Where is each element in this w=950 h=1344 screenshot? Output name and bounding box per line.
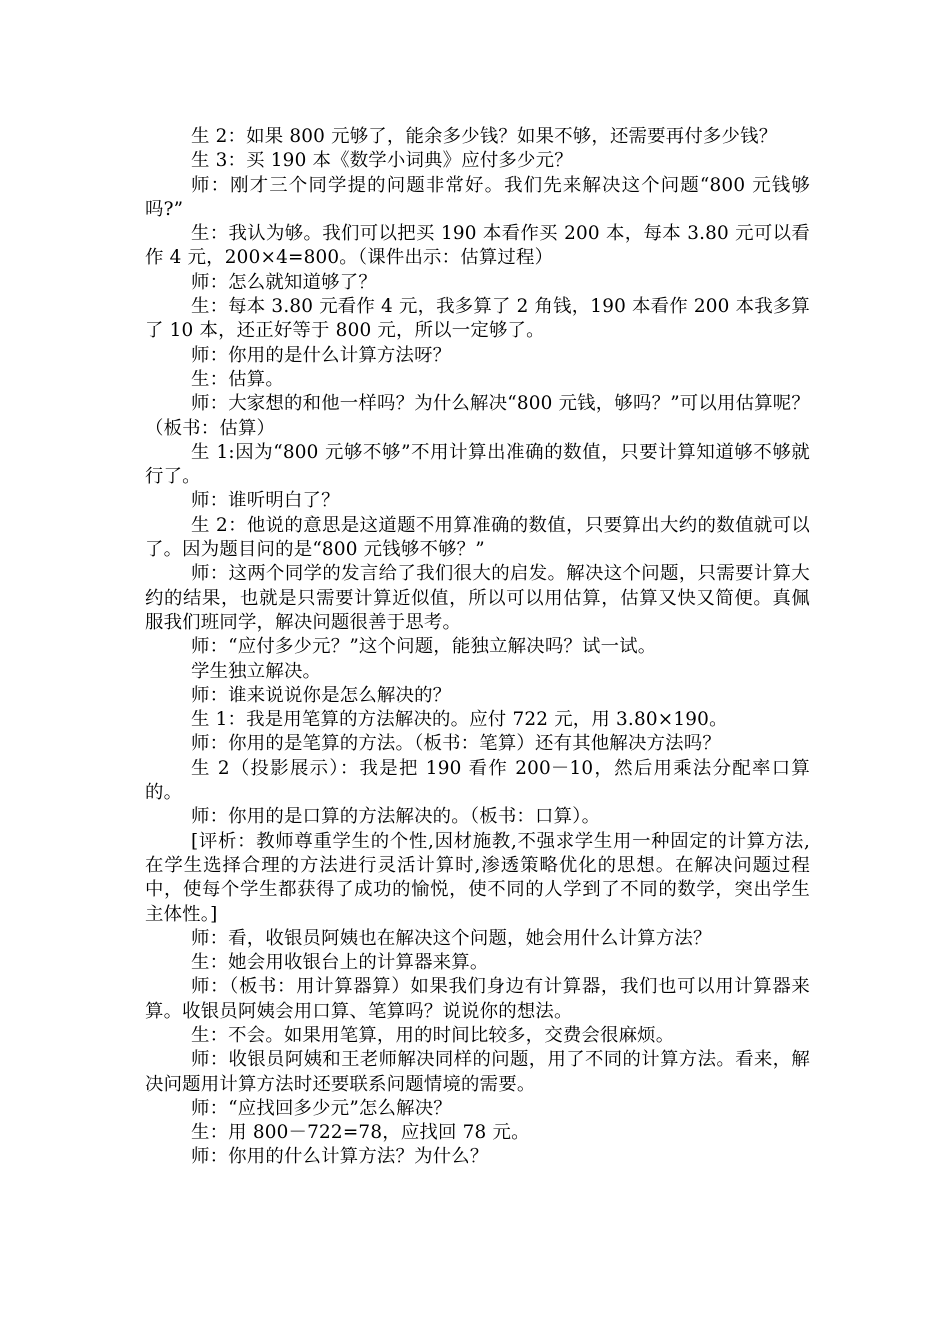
dialogue-paragraph-2: 生 3：买 190 本《数学小词典》应付多少元？: [191, 150, 573, 172]
dialogue-paragraph-16: 师：谁来说说你是怎么解决的？: [191, 684, 452, 706]
dialogue-paragraph-29: 师：你用的什么计算方法？为什么？: [191, 1146, 489, 1168]
dialogue-paragraph-3: 师：刚才三个同学提的问题非常好。我们先来解决这个问题“800 元钱够吗?”: [145, 174, 810, 220]
dialogue-paragraph-19: 生 2（投影展示）：我是把 190 看作 200－10，然后用乘法分配率口算的。: [145, 757, 810, 804]
dialogue-paragraph-25: 生：不会。如果用笔算，用的时间比较多，交费会很麻烦。: [191, 1024, 675, 1046]
dialogue-paragraph-17: 生 1：我是用笔算的方法解决的。应付 722 元，用 3.80×190。: [191, 709, 728, 731]
dialogue-paragraph-18: 师：你用的是笔算的方法。（板书：笔算）还有其他解决方法吗？: [191, 733, 721, 755]
dialogue-paragraph-10: 生 1:因为“800 元够不够”不用计算出准确的数值，只要计算知道够不够就行了。: [145, 441, 810, 488]
dialogue-paragraph-26: 师：收银员阿姨和王老师解决同样的问题，用了不同的计算方法。看来，解决问题用计算方法时还要联系问题情境的需要。: [145, 1049, 810, 1095]
dialogue-paragraph-13: 师：这两个同学的发言给了我们很大的启发。解决这个问题，只需要计算大约的结果，也就是只需要计算近似值，所以可以用估算，估算又快又简便。真佩服我们班同学，解决问题很善于思考。: [145, 563, 810, 633]
dialogue-paragraph-9: 师：大家想的和他一样吗？为什么解决“800 元钱，够吗？”可以用估算呢？（板书：估算）: [145, 393, 810, 439]
dialogue-paragraph-1: 生 2：如果 800 元够了，能余多少钱？如果不够，还需要再付多少钱？: [191, 126, 778, 147]
dialogue-paragraph-4: 生：我认为够。我们可以把买 190 本看作买 200 本，每本 3.80 元可以看作 4 元，200×4=800。（课件出示：估算过程）: [145, 223, 810, 269]
dialogue-paragraph-27: 师：“应找回多少元”怎么解决？: [191, 1097, 452, 1119]
dialogue-paragraph-22: 师：看，收银员阿姨也在解决这个问题，她会用什么计算方法？: [191, 927, 712, 949]
dialogue-paragraph-14: 师：“应付多少元？”这个问题，能独立解决吗？试一试。: [191, 636, 657, 658]
dialogue-paragraph-15: 学生独立解决。: [191, 660, 322, 682]
dialogue-paragraph-12: 生 2：他说的意思是这道题不用算准确的数值，只要算出大约的数值就可以了。因为题目问的是“800 元钱够不够？”: [145, 514, 810, 561]
dialogue-paragraph-5: 师：怎么就知道够了？: [191, 271, 377, 293]
commentary-paragraph: [评析：教师尊重学生的个性,因材施教,不强求学生用一种固定的计算方法,在学生选择合理的方法进行灵活计算时,渗透策略优化的思想。在解决问题过程中，使每个学生都获得了成功的愉悦，使不同的人学到了不同的数学，突出学生主体性。]: [145, 830, 810, 925]
dialogue-paragraph-24: 师：（板书：用计算器算）如果我们身边有计算器，我们也可以用计算器来算。收银员阿姨会用口算、笔算吗？说说你的想法。: [145, 976, 810, 1022]
dialogue-paragraph-7: 师：你用的是什么计算方法呀？: [191, 344, 452, 366]
dialogue-paragraph-8: 生：估算。: [191, 368, 284, 390]
dialogue-paragraph-28: 生：用 800－722=78，应找回 78 元。: [191, 1122, 530, 1144]
document-body: [145, 125, 810, 1170]
dialogue-paragraph-6: 生：每本 3.80 元看作 4 元，我多算了 2 角钱，190 本看作 200 本我多算了 10 本，还正好等于 800 元，所以一定够了。: [145, 296, 810, 342]
dialogue-paragraph-23: 生：她会用收银台上的计算器来算。: [191, 952, 489, 974]
dialogue-paragraph-11: 师：谁听明白了？: [191, 490, 340, 512]
dialogue-paragraph-20: 师：你用的是口算的方法解决的。（板书：口算）。: [191, 806, 601, 828]
